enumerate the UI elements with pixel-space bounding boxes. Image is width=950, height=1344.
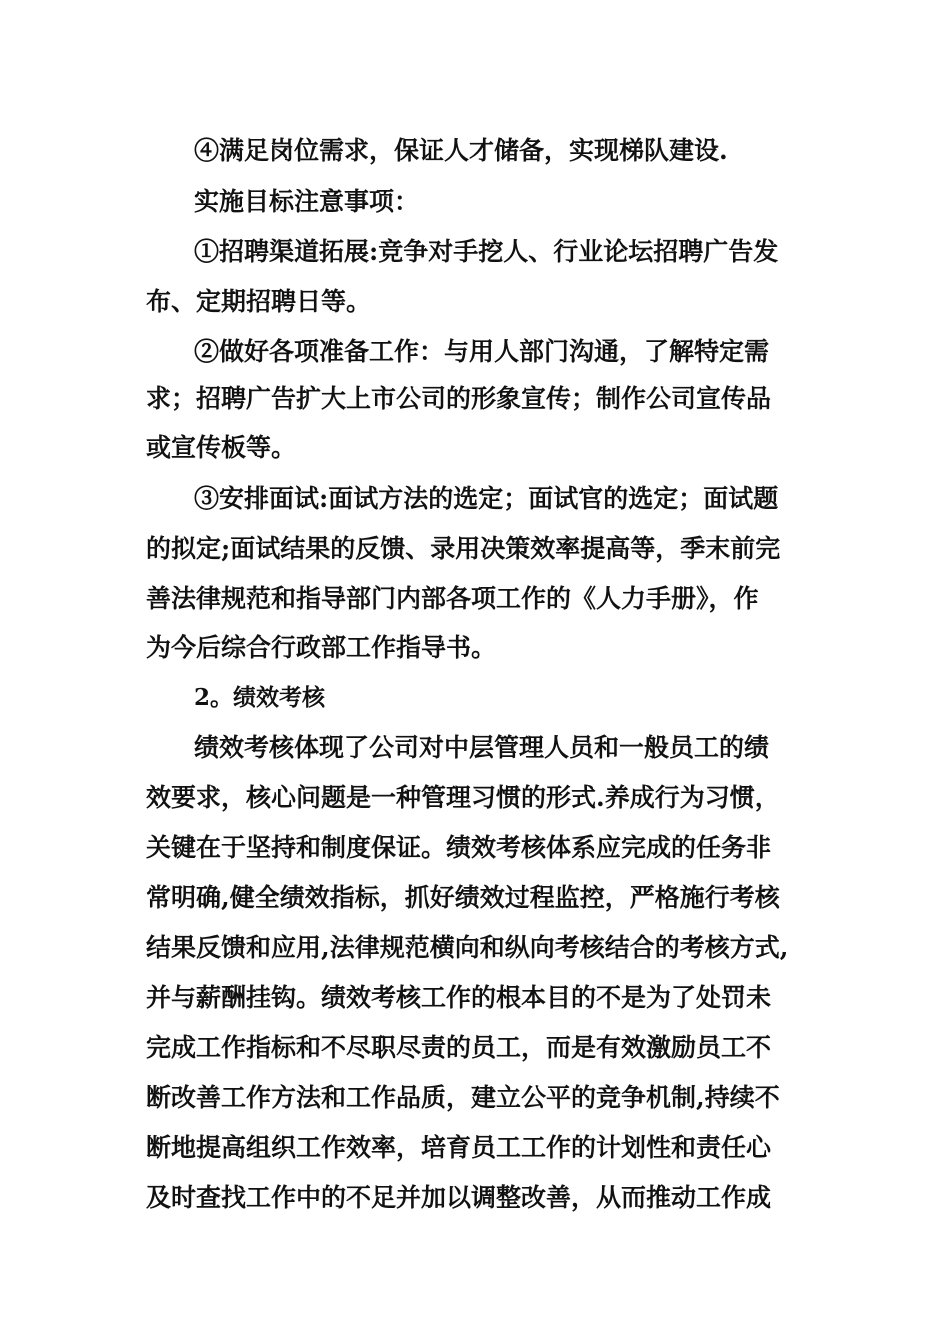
text-line: 结果反馈和应用,法律规范横向和纵向考核结合的考核方式, (146, 933, 789, 962)
text-line: ③安排面试:面试方法的选定；面试官的选定；面试题 (194, 484, 779, 513)
text-line: 实施目标注意事项： (194, 187, 420, 216)
section-heading: 2。绩效考核 (194, 684, 326, 711)
text-line: 断地提高组织工作效率，培育员工工作的计划性和责任心 (146, 1133, 772, 1162)
text-line: ②做好各项准备工作：与用人部门沟通，了解特定需 (194, 337, 770, 366)
text-line: 及时查找工作中的不足并加以调整改善，从而推动工作成 (146, 1183, 772, 1212)
text-line: 或宣传板等。 (146, 433, 297, 462)
text-line: 善法律规范和指导部门内部各项工作的《人力手册》，作 (146, 584, 759, 613)
text-line: 完成工作指标和不尽职尽责的员工，而是有效激励员工不 (146, 1033, 772, 1062)
text-line: 关键在于坚持和制度保证。绩效考核体系应完成的任务非 (146, 833, 772, 862)
text-line: 布、定期招聘日等。 (146, 287, 372, 316)
text-line: 效要求，核心问题是一种管理习惯的形式.养成行为习惯， (146, 783, 780, 812)
text-line: 的拟定;面试结果的反馈、录用决策效率提高等，季末前完 (146, 534, 781, 563)
text-line: ①招聘渠道拓展:竞争对手挖人、行业论坛招聘广告发 (194, 237, 779, 266)
text-line: 为今后综合行政部工作指导书。 (146, 633, 497, 662)
text-line: 绩效考核体现了公司对中层管理人员和一般员工的绩 (194, 733, 770, 762)
text-line: 断改善工作方法和工作品质，建立公平的竞争机制,持续不 (146, 1083, 780, 1112)
text-line: 求；招聘广告扩大上市公司的形象宣传；制作公司宣传品 (146, 384, 772, 413)
text-line: 并与薪酬挂钩。绩效考核工作的根本目的不是为了处罚未 (146, 983, 772, 1012)
text-line: ④满足岗位需求，保证人才储备，实现梯队建设. (194, 136, 728, 165)
text-line: 常明确,健全绩效指标，抓好绩效过程监控，严格施行考核 (146, 883, 780, 912)
